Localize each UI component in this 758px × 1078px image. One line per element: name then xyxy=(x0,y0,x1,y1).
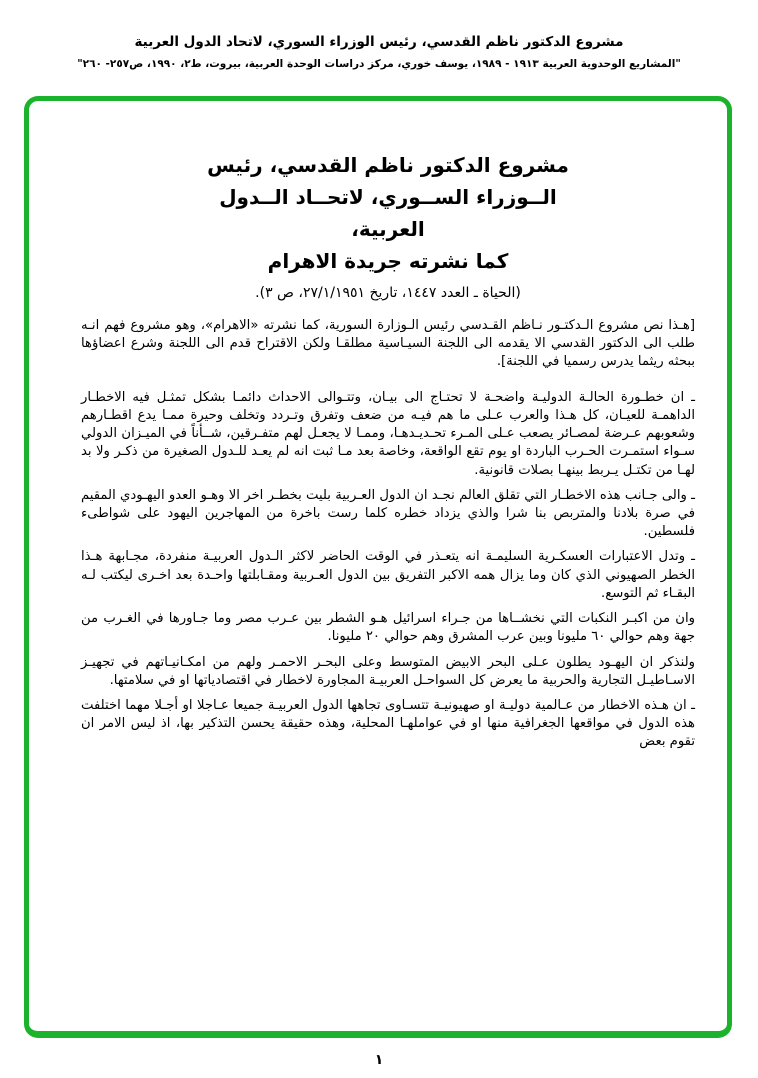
document-title-line-4: كما نشرته جريدة الاهرام xyxy=(267,249,509,273)
paragraph-editorial-note: [هـذا نص مشروع الـدكتـور نـاظم القـدسي رئيس الـوزارة السورية، كما نشرته «الاهرام»، وهو مشروع فهم انـه طلب الى الدكتور القدسي الا يقدمه الى اللجنة السيـاسية مطلقـا ولكن الاقتراح قدم الى اللجنة وشرع اعضاؤها ببحثه ريثما يدرس رسميا في اللجنة]. xyxy=(81,318,695,370)
source-reference-line: (الحياة ـ العدد ١٤٤٧، تاريخ ٢٧/١/١٩٥١، ص ٣). xyxy=(255,285,521,301)
document-body xyxy=(81,317,695,752)
paragraph: ولنذكر ان اليهـود يطلون عـلى البحر الابيض المتوسط وعلى البحـر الاحمـر ولهم من امكـانيـاتهم في تجهيـز الاسـاطيـل التجارية والحربية ما يعرض كل السواحـل العربيـة المجاورة لاخطار في اقتصادياتها او في سلامتها. xyxy=(81,654,695,688)
paragraph: ـ ان هـذه الاخطار من عـالمية دوليـة او صهيونيـة تتسـاوى تجاهها الدول العربيـة جميعا عـاجلا او أجـلا مهما اختلفت هذه الدول في مواقعها الجغرافية منها او في عواملهـا المحلية، وهذه حقيقة يحسن التذكير بها، اذ ليس الامر ان تقوم بعض xyxy=(81,697,695,750)
green-border-frame xyxy=(24,96,732,1038)
page-header xyxy=(0,34,758,70)
document-title-line-2: الــوزراء الســوري، لاتحــاد الــدول xyxy=(219,185,557,209)
paragraph: وان من اكبـر النكبات التي نخشــاها من جـراء اسرائيل هـو الشطر بين عـرب مصر وما جـاورها في الغـرب من جهة وهم حوالي ٦٠ مليونا وبين عرب المشرق وهم حوالي ٢٠ مليونا. xyxy=(81,611,695,645)
paragraph: ـ وتدل الاعتبارات العسكـرية السليمـة انه يتعـذر في الوقت الحاضر لاكثر الـدول العربيـة منفردة، مجـابهة هـذا الخطر الصهيوني الذي كان وما يزال همه الاكبر التفريق بين الدول العـربية ومقـابلتها واحـدة بعد اخـرى ليكتب لـه البقـاء ثم التوسع. xyxy=(81,549,695,601)
header-source-citation: "المشاريع الوحدوية العربية ١٩١٣ - ١٩٨٩، يوسف خوري، مركز دراسات الوحدة العربية، بيروت، ط٢، ١٩٩٠، ص٢٥٧- ٢٦٠" xyxy=(77,58,681,70)
paragraph: ـ ان خطـورة الحالـة الدوليـة واضحـة لا تحتـاج الى بيـان، وتتـوالى الاحداث دائمـا بشكل تمثـل فيه الاخطـار الداهمـة للعيـان، كل هـذا والعرب عـلى ما هم فيـه من ضعف وتفرق وتـردد وتخلف وحيرة ممـا يدع اقطـارهم وشعوبهم عـرضة لمصـائر يصعب عـلى المـرء تحـديـدهـا، وممـا لا يجعـل لهم متفـرقين، شــأناً في الميـزان الدولي سـواء استمـرت الحـرب الباردة او يوم تقع الواقعة، وخاصة بعد مـا ثبت انه لم يعـد للـدول الصغيرة من ذكـر ولا بد لهـا من تكتـل يـربط بينهـا بصلات قانونية. xyxy=(81,389,695,478)
header-title: مشروع الدكتور ناظم القدسي، رئيس الوزراء السوري، لاتحاد الدول العربية xyxy=(134,34,624,50)
paragraph: ـ والى جـانب هذه الاخطـار التي تقلق العالم نجـد ان الدول العـربية بليت بخطـر اخر الا وهـو العدو اليهـودي المقيم في صرة بلادنا والمتربص بنا شرا والذي يزداد خطره كلما رست باخرة من المهاجرين اليهود على شواطىء فلسطين. xyxy=(81,487,695,540)
document-title-line-3: العربية، xyxy=(351,217,425,241)
document-title-line-1: مشروع الدكتور ناظم القدسي، رئيس xyxy=(207,153,569,177)
document-title xyxy=(81,149,695,277)
document-content xyxy=(81,149,695,759)
page-number: ١ xyxy=(374,1052,384,1068)
